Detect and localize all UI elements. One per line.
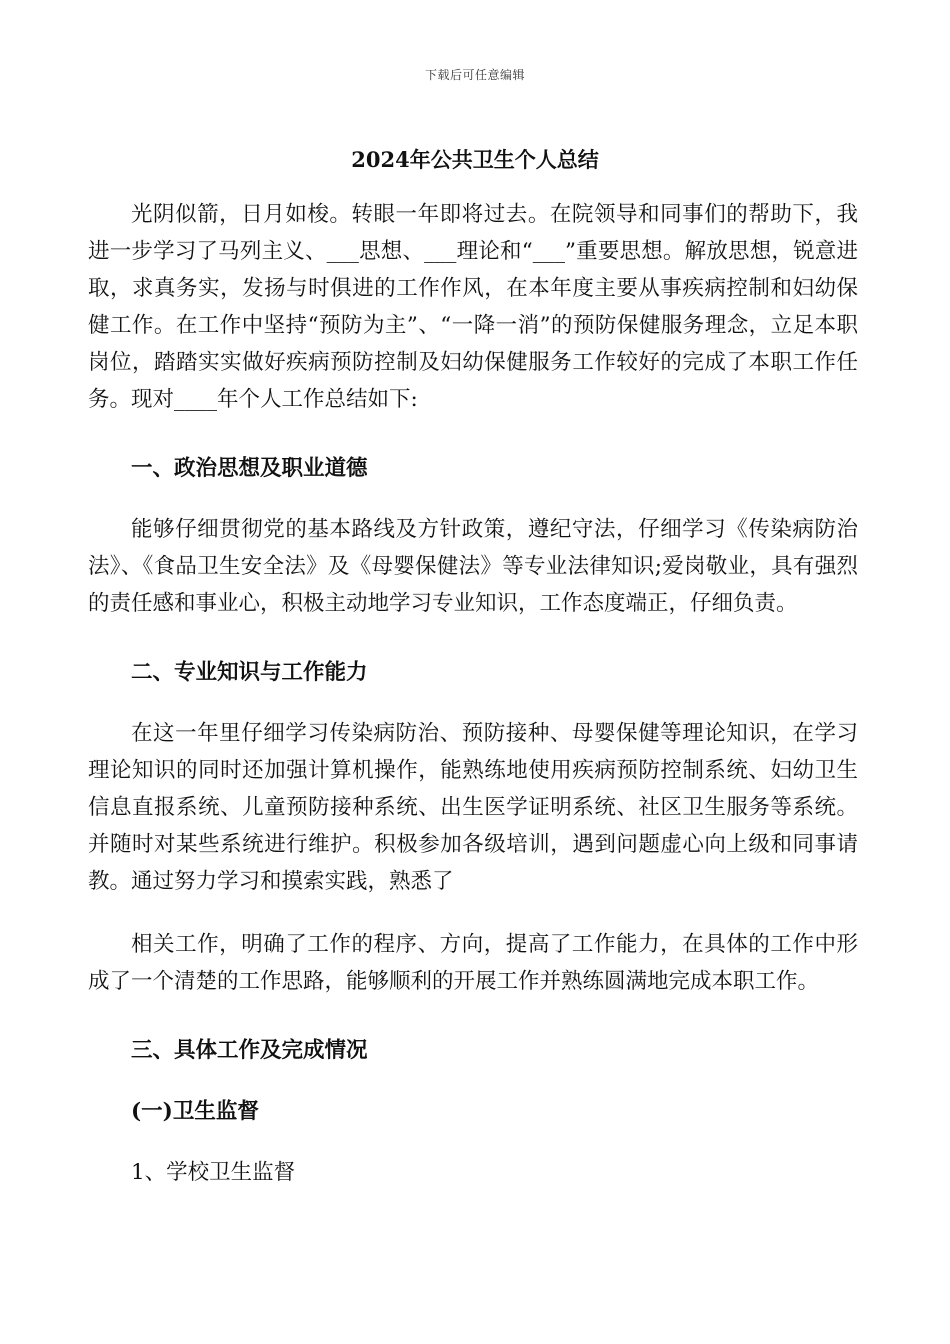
header-note: 下载后可任意编辑 <box>424 68 525 82</box>
section-paragraph-politics: 能够仔细贯彻党的基本路线及方针政策，遵纪守法，仔细学习《传染病防治法》、《食品卫生安全法》及《母婴保健法》等专业法律知识;爱岗敬业，具有强烈的责任感和事业心，积极主动地学习专业知识，工作态度端正，仔细负责。 <box>88 517 858 616</box>
list-item-school-supervision: 1、学校卫生监督 <box>131 1160 296 1185</box>
section-heading-expertise: 二、专业知识与工作能力 <box>131 660 368 685</box>
section-paragraph-expertise: 在这一年里仔细学习传染病防治、预防接种、母婴保健等理论知识，在学习理论知识的同时还加强计算机操作，能熟练地使用疾病预防控制系统、妇幼卫生信息直报系统、儿童预防接种系统、出生医学证明系统、社区卫生服务等系统。并随时对某些系统进行维护。积极参加各级培训，遇到问题虚心向上级和同事请教。通过努力学习和摸索实践，熟悉了 <box>88 721 858 894</box>
document-body <box>88 196 858 1191</box>
subsection-heading-supervision: (一)卫生监督 <box>131 1099 259 1124</box>
section-heading-work: 三、具体工作及完成情况 <box>131 1038 368 1063</box>
intro-paragraph: 光阴似箭，日月如梭。转眼一年即将过去。在院领导和同事们的帮助下，我进一步学习了马列主义、___思想、___理论和“___”重要思想。解放思想，锐意进取，求真务实，发扬与时俱进的工作作风，在本年度主要从事疾病控制和妇幼保健工作。在工作中坚持“预防为主”、“一降一消”的预防保健服务理念，立足本职岗位，踏踏实实做好疾病预防控制及妇幼保健服务工作较好的完成了本职工作任务。现对____年个人工作总结如下: <box>88 202 858 412</box>
section-paragraph-expertise-continued: 相关工作，明确了工作的程序、方向，提高了工作能力，在具体的工作中形成了一个清楚的工作思路，能够顺利的开展工作并熟练圆满地完成本职工作。 <box>88 932 858 994</box>
section-heading-politics: 一、政治思想及职业道德 <box>131 456 368 481</box>
document-title: 2024年公共卫生个人总结 <box>351 147 599 172</box>
